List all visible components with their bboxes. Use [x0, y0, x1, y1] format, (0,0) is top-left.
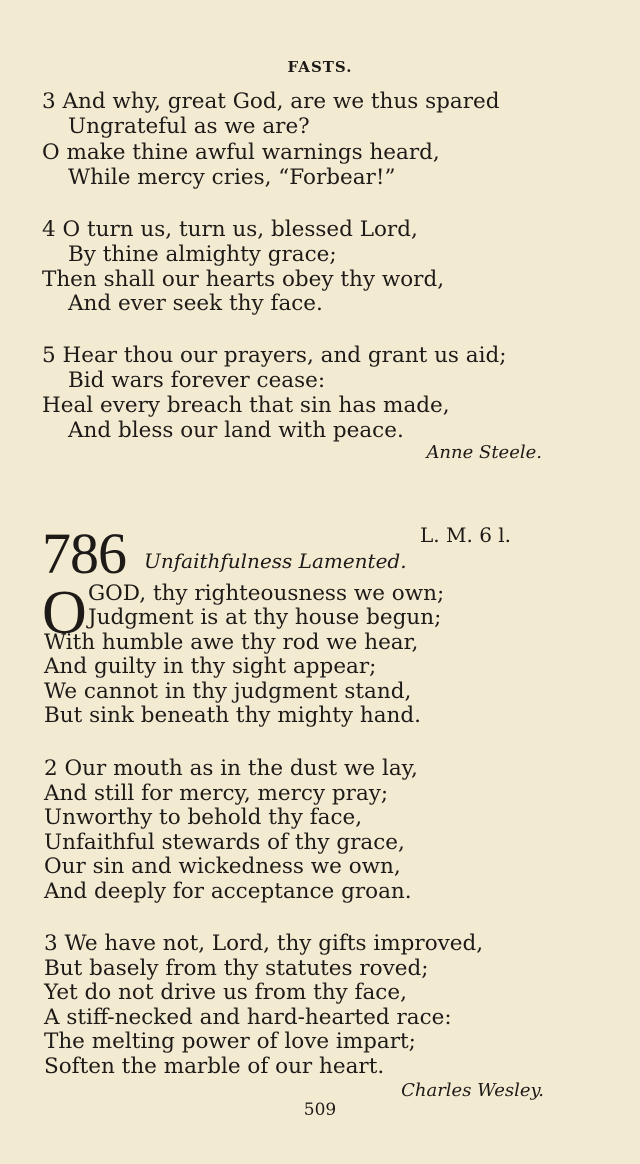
stanza-line: Unfaithful stewards of thy grace,: [44, 830, 405, 855]
hymn-meter: L. M. 6 l.: [420, 523, 512, 547]
stanza-line: But basely from thy statutes roved;: [44, 956, 429, 981]
drop-cap: O: [42, 579, 87, 647]
stanza-line: Judgment is at thy house begun;: [88, 605, 442, 630]
stanza-line: Soften the marble of our heart.: [44, 1054, 385, 1079]
stanza-line: We cannot in thy judgment stand,: [44, 679, 412, 704]
stanza-line: With humble awe thy rod we hear,: [44, 630, 419, 655]
hymn-number: 786: [42, 521, 126, 586]
stanza-line: And bless our land with peace.: [68, 418, 404, 443]
stanza-line: 4 O turn us, turn us, blessed Lord,: [42, 217, 418, 242]
stanza-line: The melting power of love impart;: [44, 1029, 416, 1054]
stanza-line: While mercy cries, “Forbear!”: [68, 165, 396, 190]
section-header: FASTS.: [287, 58, 353, 76]
hymn-title: Unfaithfulness Lamented.: [144, 549, 407, 573]
stanza-line: And deeply for acceptance groan.: [44, 879, 412, 904]
author-attribution: Charles Wesley.: [401, 1080, 544, 1101]
stanza-line: Ungrateful as we are?: [68, 114, 310, 139]
stanza-line: Unworthy to behold thy face,: [44, 805, 363, 830]
stanza-line: 3 We have not, Lord, thy gifts improved,: [44, 931, 484, 956]
stanza-line: O make thine awful warnings heard,: [42, 140, 440, 165]
stanza-line: And guilty in thy sight appear;: [44, 654, 377, 679]
author-attribution: Anne Steele.: [426, 442, 542, 463]
stanza-line: Yet do not drive us from thy face,: [44, 980, 407, 1005]
stanza-line: Then shall our hearts obey thy word,: [42, 267, 445, 292]
stanza-line: Our sin and wickedness we own,: [44, 854, 401, 879]
stanza-line: By thine almighty grace;: [68, 242, 337, 267]
stanza-line: A stiff-necked and hard-hearted race:: [44, 1005, 452, 1030]
stanza-line: 5 Hear thou our prayers, and grant us aid;: [42, 343, 507, 368]
stanza-line: GOD, thy righteousness we own;: [88, 581, 445, 606]
stanza-line: But sink beneath thy mighty hand.: [44, 703, 422, 728]
stanza-line: Bid wars forever cease:: [68, 368, 326, 393]
stanza-line: 2 Our mouth as in the dust we lay,: [44, 756, 418, 781]
page-number: 509: [303, 1100, 337, 1120]
stanza-line: Heal every breach that sin has made,: [42, 393, 450, 418]
stanza-line: And still for mercy, mercy pray;: [44, 781, 389, 806]
stanza-line: 3 And why, great God, are we thus spared: [42, 89, 500, 114]
stanza-line: And ever seek thy face.: [68, 291, 323, 316]
